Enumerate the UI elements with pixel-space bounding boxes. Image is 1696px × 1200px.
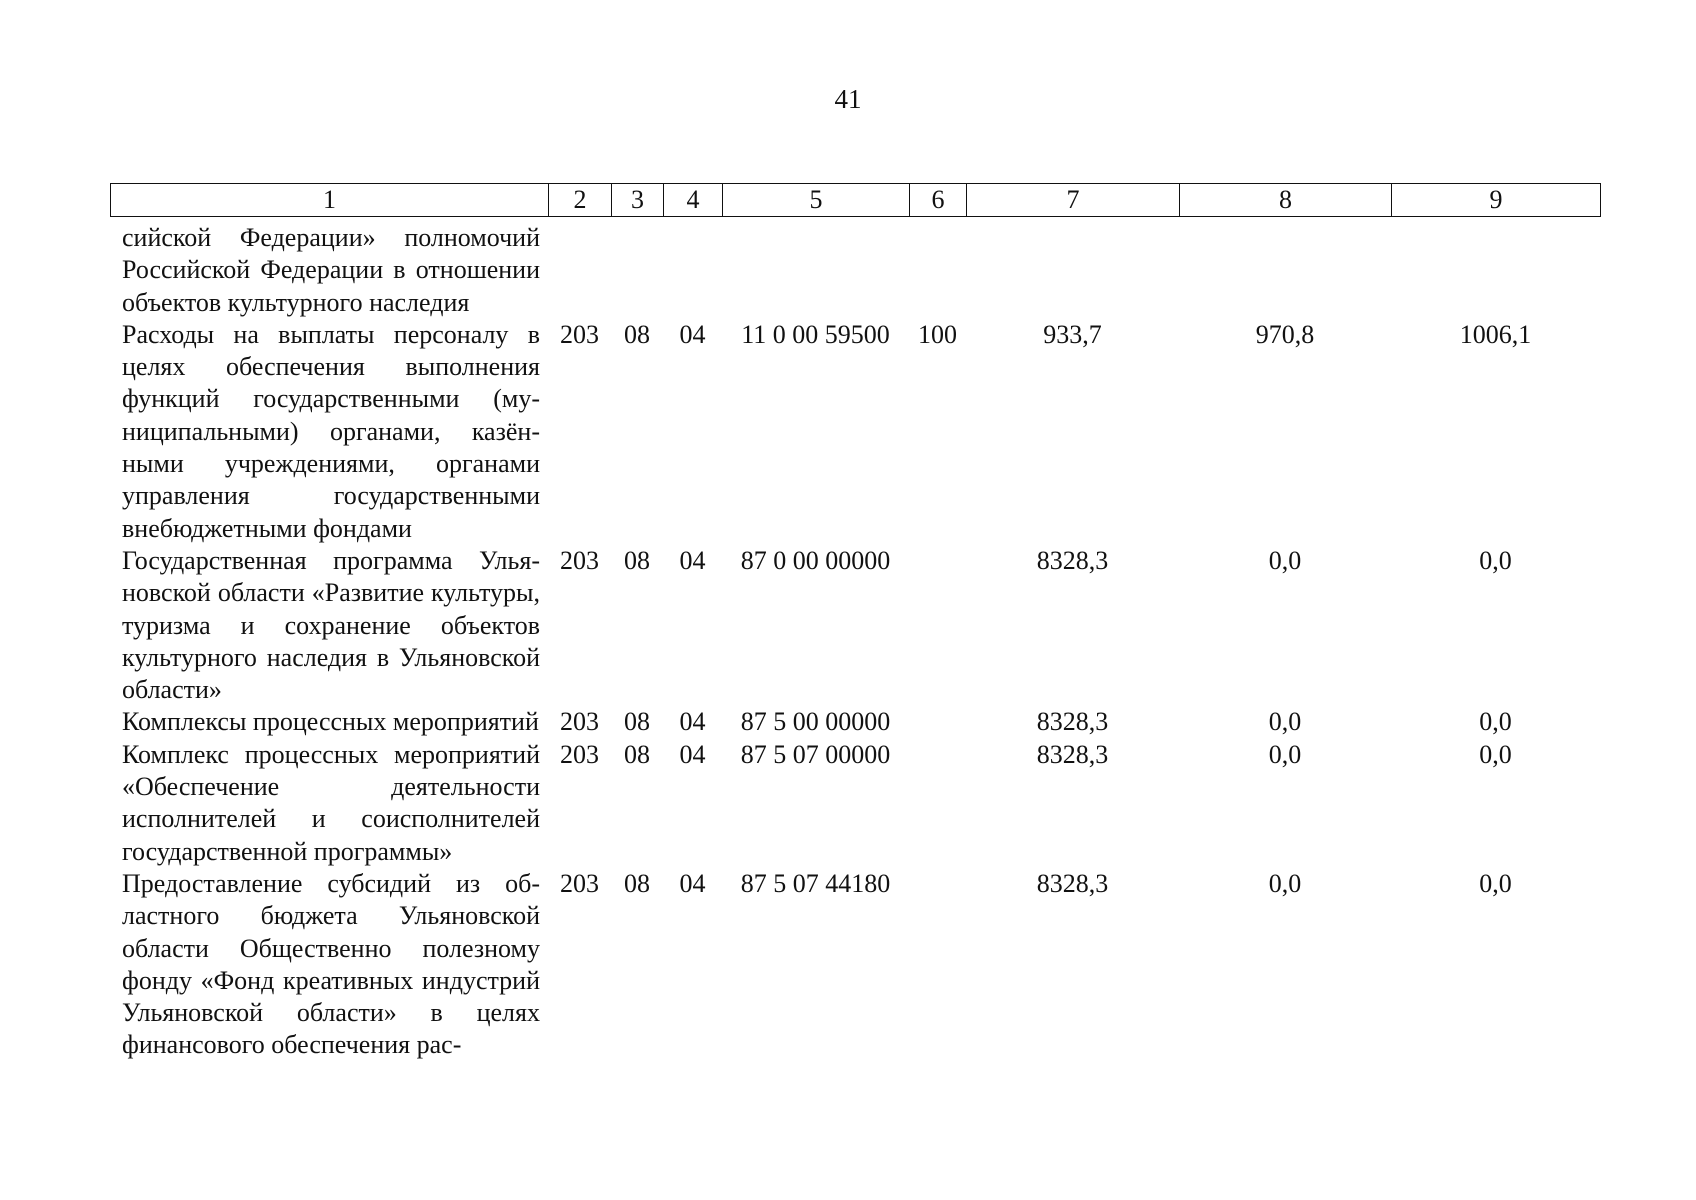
- page-number: 41: [834, 84, 862, 114]
- cell-col9: 0,0: [1479, 739, 1512, 769]
- cell-col7: [966, 222, 1179, 319]
- column-header-8: 8: [1180, 184, 1392, 217]
- cell-col9: 0,0: [1479, 707, 1512, 737]
- table-row: [110, 545, 1600, 706]
- cell-col8: 970,8: [1255, 319, 1315, 349]
- row-description: Предоставление субсидий из областного бюджета Ульяновской области Общественно полезному фонду «Фонд креативных индустрий Ульяновской области» в целях финансового обеспечения рас-: [122, 868, 540, 1060]
- cell-col3: 08: [624, 868, 650, 898]
- cell-col2: 203: [560, 739, 599, 769]
- cell-col4: 04: [679, 707, 706, 737]
- cell-col5: [722, 222, 909, 319]
- row-description: Комплекс процессных мероприятий «Обеспечение деятельности исполнителей и соисполнителей государственной программы»: [122, 739, 540, 866]
- cell-col3: 08: [624, 319, 650, 349]
- cell-col7: 8328,3: [1036, 868, 1109, 898]
- cell-col3: 08: [624, 707, 650, 737]
- cell-col5: 87 0 00 00000: [740, 545, 891, 575]
- cell-col6: [909, 222, 966, 319]
- column-header-9: 9: [1392, 184, 1601, 217]
- row-description: Расходы на выплаты персоналу в целях обеспечения выполнения функций государственными (муниципальными) органами, казёнными учреждениями, органами управления государственными внебюджетными фондами: [122, 319, 540, 543]
- column-header-7: 7: [967, 184, 1180, 217]
- cell-col7: 8328,3: [1036, 739, 1109, 769]
- cell-col6: [909, 706, 966, 738]
- row-description: Комплексы процессных мероприятий: [122, 707, 539, 737]
- cell-col7: 8328,3: [1036, 545, 1109, 575]
- cell-col6: [909, 739, 966, 868]
- column-header-3: 3: [612, 184, 664, 217]
- cell-col2: 203: [560, 545, 599, 575]
- cell-col8: 0,0: [1268, 868, 1302, 898]
- cell-col4: [663, 222, 722, 319]
- cell-col2: 203: [560, 319, 599, 349]
- cell-col6: [909, 545, 966, 706]
- cell-col8: 0,0: [1268, 739, 1302, 769]
- cell-col9: 0,0: [1479, 868, 1512, 898]
- cell-col2: 203: [560, 707, 599, 737]
- column-header-5: 5: [723, 184, 910, 217]
- cell-col6: 100: [918, 319, 957, 349]
- cell-col3: 08: [624, 739, 650, 769]
- cell-col9: [1391, 222, 1600, 319]
- cell-col4: 04: [679, 545, 706, 575]
- table-row: [110, 319, 1600, 545]
- cell-col9: 0,0: [1479, 545, 1512, 575]
- column-header-4: 4: [664, 184, 723, 217]
- cell-col8: 0,0: [1268, 707, 1302, 737]
- table-row: [110, 222, 1600, 319]
- cell-col3: [611, 222, 663, 319]
- cell-col8: 0,0: [1268, 545, 1302, 575]
- table-row: [110, 868, 1600, 1062]
- cell-col5: 87 5 07 44180: [740, 868, 891, 898]
- column-header-6: 6: [910, 184, 967, 217]
- row-description: сийской Федерации» полномочий Российской Федерации в отношении объектов культурного наследия: [122, 223, 540, 317]
- cell-col2: 203: [560, 868, 599, 898]
- cell-col3: 08: [624, 545, 650, 575]
- cell-col4: 04: [679, 739, 706, 769]
- cell-col4: 04: [679, 868, 706, 898]
- cell-col5: 87 5 00 00000: [740, 707, 891, 737]
- cell-col8: [1179, 222, 1391, 319]
- cell-col9: 1006,1: [1459, 319, 1532, 349]
- column-header-1: 1: [111, 184, 549, 217]
- table-body: [110, 222, 1600, 1062]
- cell-col4: 04: [679, 319, 706, 349]
- table-row: [110, 739, 1600, 868]
- cell-col5: 11 0 00 59500: [741, 319, 890, 349]
- table-row: [110, 706, 1600, 738]
- cell-col7: 8328,3: [1036, 707, 1109, 737]
- cell-col2: [548, 222, 611, 319]
- cell-col5: 87 5 07 00000: [740, 739, 891, 769]
- table-header: [110, 183, 1601, 217]
- row-description: Государственная программа Ульяновской области «Развитие культуры, туризма и сохранение объектов культурного наследия в Ульяновской области»: [122, 545, 540, 705]
- column-header-2: 2: [549, 184, 612, 217]
- cell-col6: [909, 868, 966, 1062]
- cell-col7: 933,7: [1043, 319, 1102, 349]
